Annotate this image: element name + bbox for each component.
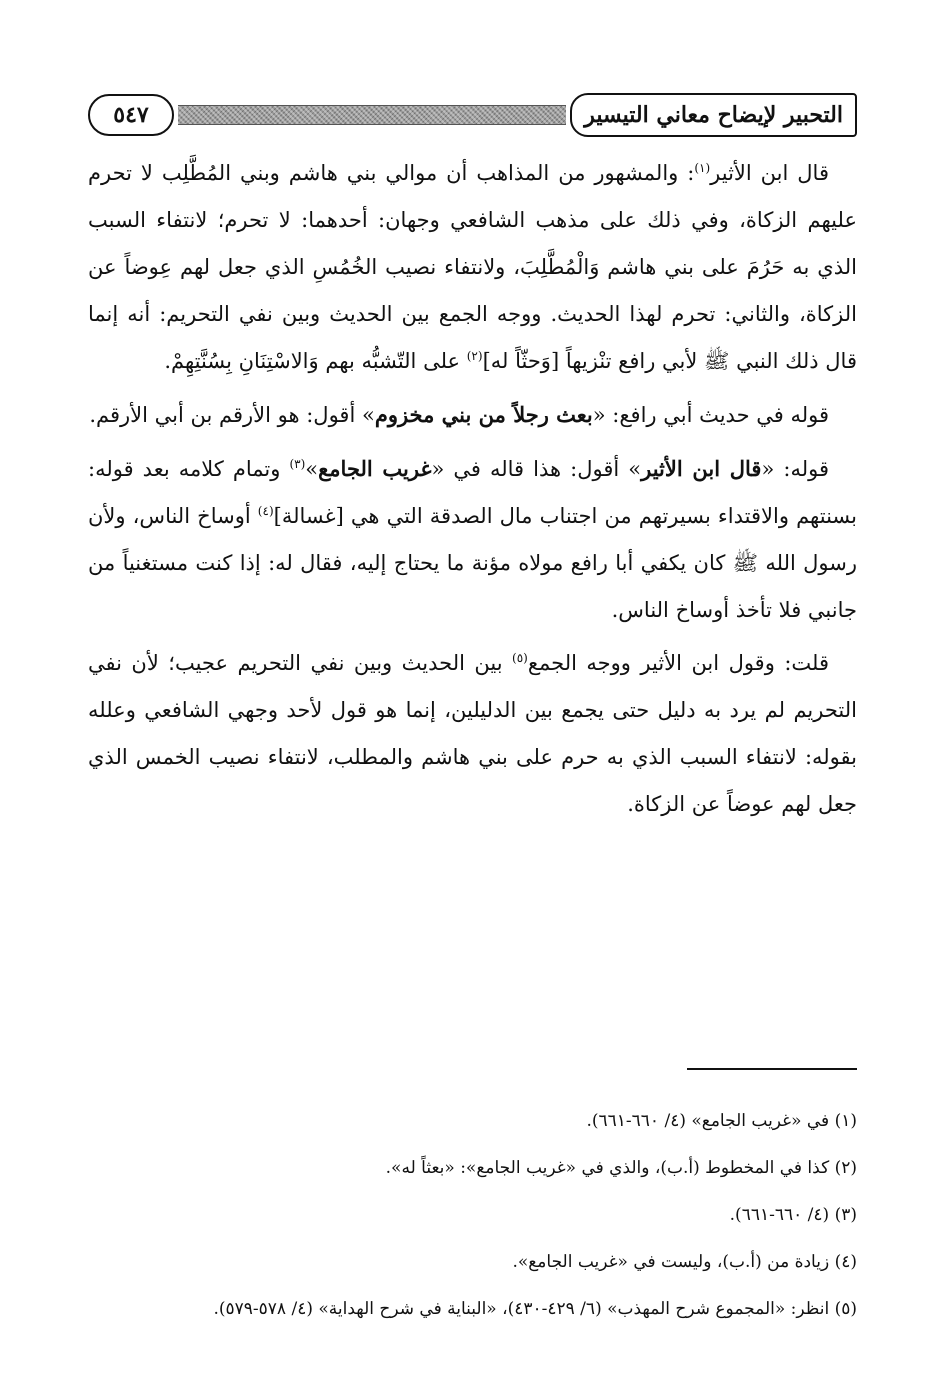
p2-quote-bold: بعث رجلاً من بني مخزوم xyxy=(374,402,593,427)
paragraph-2 xyxy=(88,391,857,439)
p4-text-a: قلت: وقول ابن الأثير ووجه الجمع xyxy=(527,651,829,675)
footnote-ref-1: (١) xyxy=(694,161,711,175)
p1-text-c: على التّشبُّه بهم وَالاسْتِنَانِ بِسُنَّتِهِمْ. xyxy=(164,349,467,373)
footnote-4: (٤) زيادة من (أ.ب)، وليست في «غريب الجامع». xyxy=(512,1252,857,1272)
p3-text-e: أوساخ الناس، ولأن رسول الله ﷺ كان يكفي أبا رافع مولاه مؤنة ما يحتاج إليه، فقال له: إذا كنت مستغنياً من جانبي فلا تأخذ أوساخ الناس. xyxy=(88,504,857,622)
p1-text-a: قال ابن الأثير xyxy=(710,161,829,185)
p4-text-b: بين الحديث وبين نفي التحريم عجيب؛ لأن نفي التحريم لم يرد به دليل حتى يجمع بين الدليلين، إنما هو قول لأحد وجهي الشافعي وعلله بقوله: لانتفاء السبب الذي به حرم على بني هاشم والمطلب، لانتفاء نصيب الخمس الذي جعل لهم عوضاً عن الزكاة. xyxy=(88,651,857,816)
book-page xyxy=(88,88,857,1358)
footnote-1: (١) في «غريب الجامع» (٤/ ٦٦٠-٦٦١). xyxy=(586,1111,857,1131)
footnote-2: (٢) كذا في المخطوط (أ.ب)، والذي في «غريب الجامع»: «بعثاً له». xyxy=(385,1158,857,1178)
p3-quote-bold-2: غريب الجامع xyxy=(318,456,432,481)
main-text xyxy=(88,150,857,828)
p3-text-c: » xyxy=(305,457,319,481)
p3-text-a: قوله: « xyxy=(761,457,829,481)
footnote-5: (٥) انظر: «المجموع شرح المهذب» (٦/ ٤٢٩-٤٣٠)، «البناية في شرح الهداية» (٤/ ٥٧٨-٥٧٩). xyxy=(213,1299,857,1319)
paragraph-4 xyxy=(88,640,857,828)
running-header xyxy=(88,88,857,142)
p2-text-b: » أقول: هو الأرقم بن أبي الأرقم. xyxy=(89,403,375,427)
p3-text-d: وتمام كلامه بعد قوله: بسنتهم والاقتداء بسيرتهم من اجتناب مال الصدقة التي هي [غسالة] xyxy=(88,457,857,528)
footnote-separator xyxy=(687,1068,857,1070)
header-ornament-band xyxy=(178,105,566,125)
paragraph-1 xyxy=(88,150,857,385)
footnote-3: (٣) (٤/ ٦٦٠-٦٦١). xyxy=(729,1205,857,1225)
footnote-ref-3: (٣) xyxy=(289,457,306,471)
footnote-ref-2: (٢) xyxy=(466,349,483,363)
footnotes xyxy=(88,1098,857,1333)
book-title: التحبير لإيضاح معاني التيسير xyxy=(570,93,857,137)
p1-text-b: : والمشهور من المذاهب أن موالي بني هاشم وبني المُطَّلِب لا تحرم عليهم الزكاة، وفي ذلك على مذهب الشافعي وجهان: أحدهما: لا تحرم؛ لانتفاء السبب الذي به حَرُمَ على بني هاشم وَالْمُطَّلِبَ، ولانتفاء نصيب الخُمُسِ الذي جعل لهم عِوضاً عن الزكاة، والثاني: تحرم لهذا الحديث. ووجه الجمع بين الحديث وبين نفي التحريم: أنه إنما قال ذلك النبي ﷺ لأبي رافع تنْزيهاً [وَحثّاً له] xyxy=(88,161,857,373)
paragraph-3 xyxy=(88,445,857,634)
footnote-ref-4: (٤) xyxy=(257,504,274,518)
p2-text-a: قوله في حديث أبي رافع: « xyxy=(592,403,829,427)
p3-text-b: » أقول: هذا قاله في « xyxy=(431,457,642,481)
p3-quote-bold-1: قال ابن الأثير xyxy=(641,456,762,481)
page-number: ٥٤٧ xyxy=(88,94,174,136)
footnote-ref-5: (٥) xyxy=(512,651,528,665)
